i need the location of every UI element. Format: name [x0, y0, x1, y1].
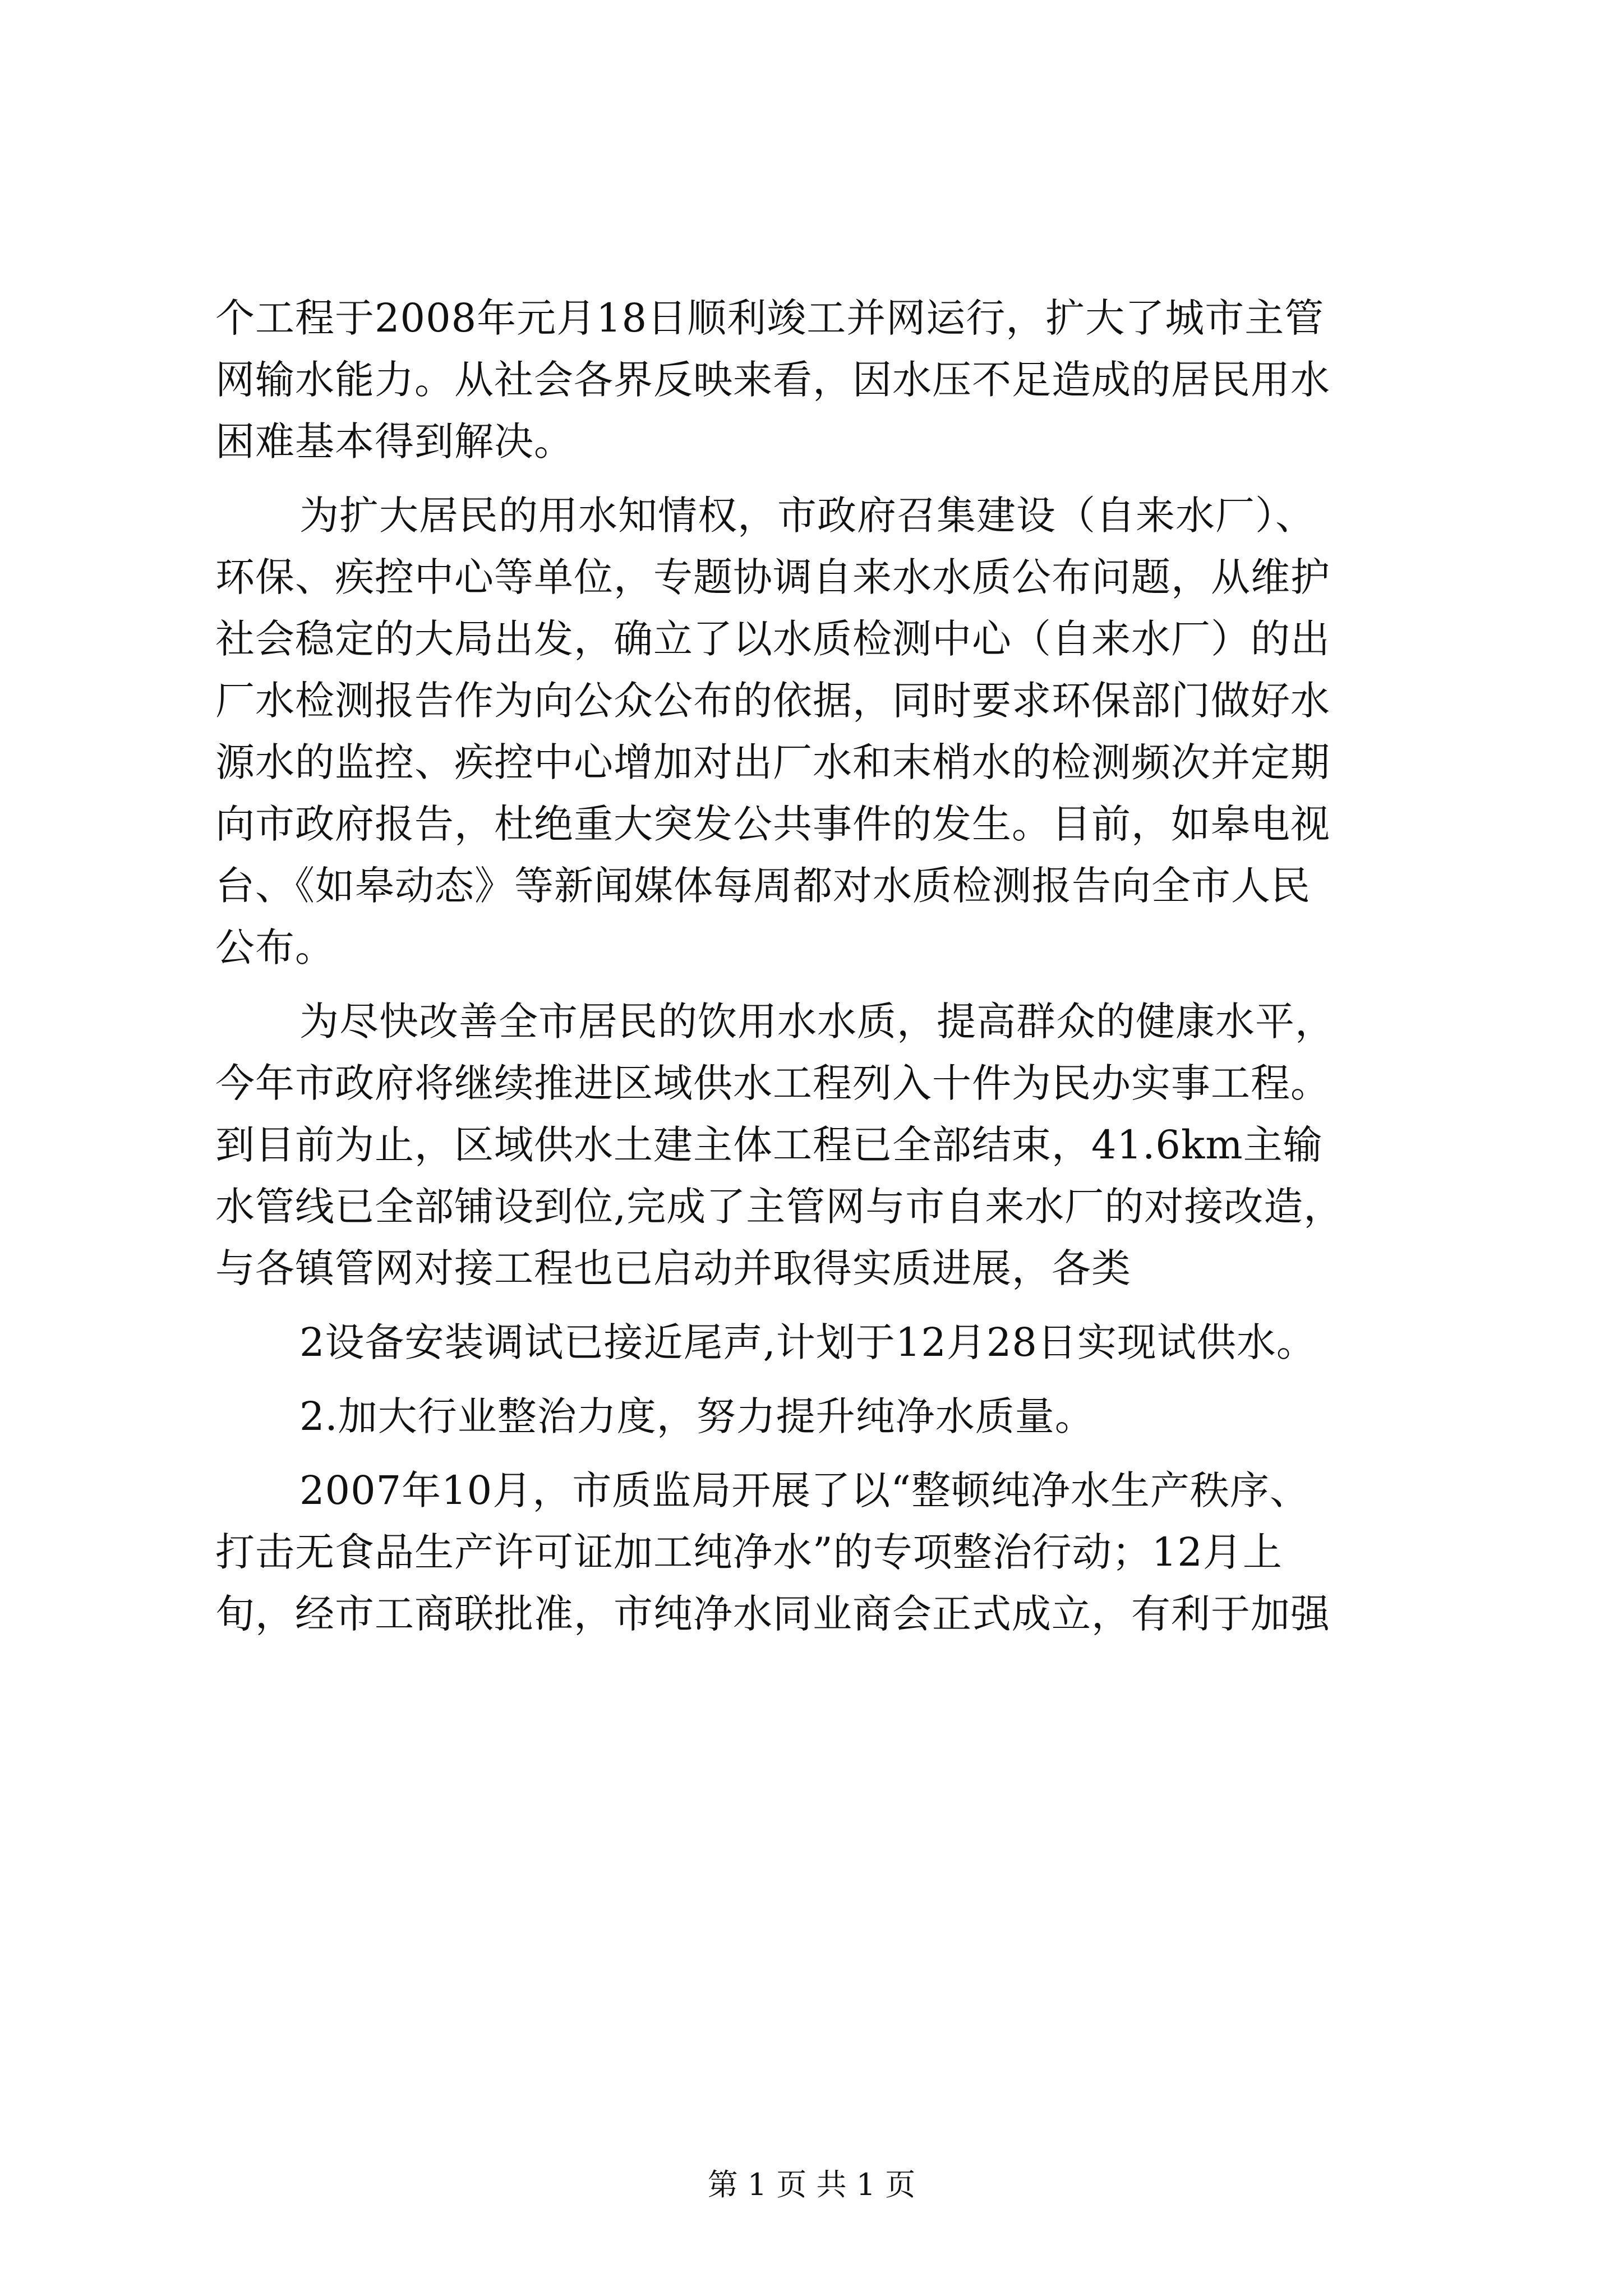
page-number-footer: 第 1 页 共 1 页 [707, 2167, 916, 2202]
text-line: 个工程于2008年元月18日顺利竣工并网运行，扩大了城市主管 [215, 295, 1325, 341]
paragraph-start: 为扩大居民的用水知情权，市政府召集建设（自来水厂）、 [299, 493, 1315, 539]
document-body [215, 287, 1427, 1645]
text-line: 社会稳定的大局出发，确立了以水质检测中心（自来水厂）的出 [215, 616, 1330, 662]
text-line: 困难基本得到解决。 [215, 418, 574, 464]
text-line: 水管线已全部铺设到位,完成了主管网与市自来水厂的对接改造， [215, 1184, 1344, 1230]
text-line: 网输水能力。从社会各界反映来看，因水压不足造成的居民用水 [215, 357, 1330, 403]
text-line: 环保、疾控中心等单位，专题协调自来水水质公布问题，从维护 [215, 554, 1330, 600]
paragraph-start: 2设备安装调试已接近尾声,计划于12月28日实现试供水。 [299, 1319, 1316, 1365]
text-line: 台、《如皋动态》等新闻媒体每周都对水质检测报告向全市人民 [215, 863, 1311, 909]
paragraph-start: 2007年10月，市质监局开展了以“整顿纯净水生产秩序、 [299, 1467, 1310, 1513]
text-line: 源水的监控、疾控中心增加对出厂水和末梢水的检测频次并定期 [215, 739, 1330, 785]
text-line: 向市政府报告，杜绝重大突发公共事件的发生。目前，如皋电视 [215, 801, 1330, 847]
text-line: 旬，经市工商联批准，市纯净水同业商会正式成立，有利于加强 [215, 1591, 1330, 1637]
text-line: 厂水检测报告作为向公众公布的依据，同时要求环保部门做好水 [215, 678, 1330, 724]
text-line: 今年市政府将继续推进区域供水工程列入十件为民办实事工程。 [215, 1060, 1330, 1106]
section-heading: 2.加大行业整治力度，努力提升纯净水质量。 [299, 1393, 1095, 1439]
text-line: 与各镇管网对接工程也已启动并取得实质进展，各类 [215, 1245, 1131, 1291]
text-line: 公布。 [215, 924, 335, 970]
text-line: 打击无食品生产许可证加工纯净水”的专项整治行动；12月上 [215, 1529, 1283, 1575]
paragraph-start: 为尽快改善全市居民的饮用水水质，提高群众的健康水平， [299, 999, 1335, 1045]
text-line: 到目前为止，区域供水土建主体工程已全部结束，41.6km主输 [215, 1122, 1323, 1168]
